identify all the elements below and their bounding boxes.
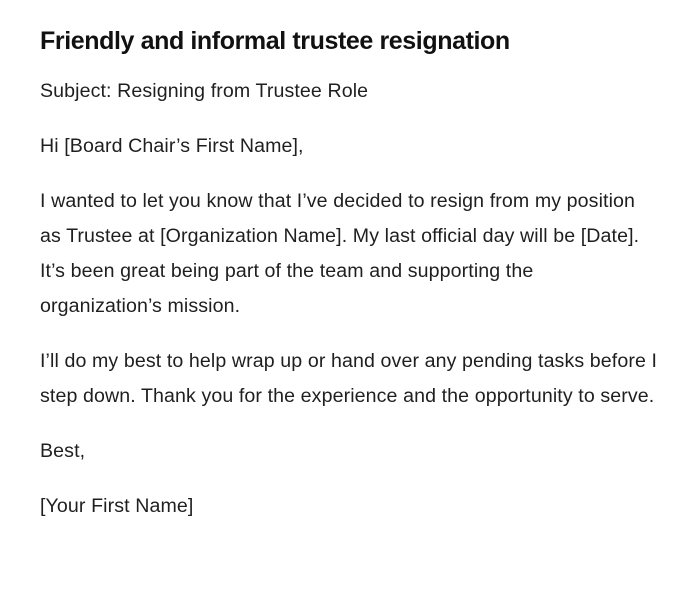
closing: Best, (40, 440, 86, 462)
document-title: Friendly and informal trustee resignation (40, 27, 510, 55)
signature: [Your First Name] (40, 495, 194, 517)
email-subject: Subject: Resigning from Trustee Role (40, 80, 369, 102)
body-paragraph-2: I’ll do my best to help wrap up or hand over any pending tasks before I step down. Thank you for the experience and the opportunity to serve. (40, 350, 658, 407)
body-paragraph-1: I wanted to let you know that I’ve decided to resign from my position as Trustee at [Organization Name]. My last official day will be [Date]. It’s been great being part of the team and supporting the organization’s mission. (40, 190, 640, 317)
greeting: Hi [Board Chair’s First Name], (40, 135, 304, 157)
